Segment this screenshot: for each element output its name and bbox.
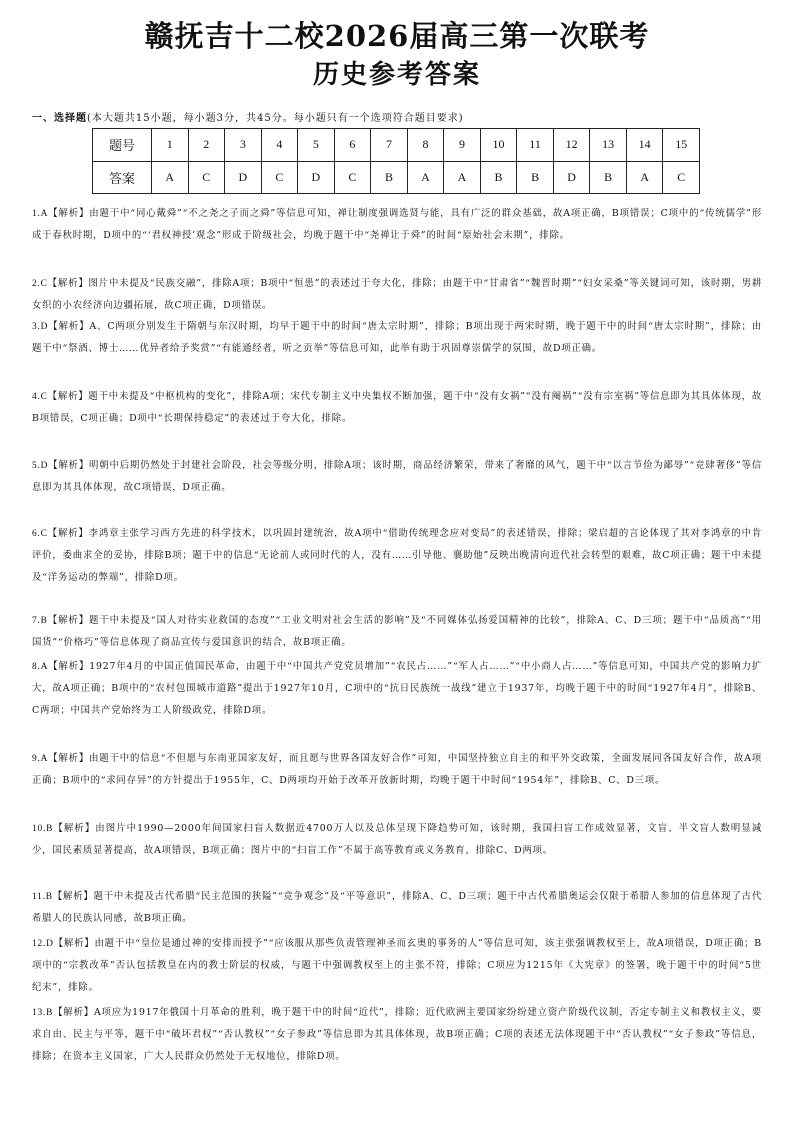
explanation-10 xyxy=(32,818,762,862)
question-number-header: 题号 xyxy=(93,129,152,162)
section-number: 一、 xyxy=(32,113,54,124)
question-number-cell: 14 xyxy=(626,129,663,162)
explanation-13 xyxy=(32,1002,762,1068)
explanation-text: 【解析】题干中未提及“国人对待实业救国的态度”“工业文明对社会生活的影响”及“不同媒体弘扬爱国精神的比较”，排除A、C、D三项；题干中“品质高”“用国货”“价格巧”等信息体现了商品宣传与爱国意识的结合，故B项正确。 xyxy=(32,615,762,648)
question-number-cell: 3 xyxy=(225,129,262,162)
answer-cell: C xyxy=(261,161,298,194)
explanation-number: 2.C xyxy=(32,279,48,289)
explanation-12 xyxy=(32,933,762,999)
answer-cell: C xyxy=(188,161,225,194)
explanation-number: 7.B xyxy=(32,616,48,626)
question-number-cell: 13 xyxy=(590,129,627,162)
explanation-number: 12.D xyxy=(32,939,54,949)
question-number-cell: 9 xyxy=(444,129,481,162)
explanation-text: 【解析】题干中未提及“中枢机构的变化”，排除A项；宋代专制主义中央集权不断加强，题干中“没有女祸”“没有阉祸”“没有宗室祸”等信息即为其具体体现，故B项错误，C项正确；D项中“长期保持稳定”的表述过于夸大化，排除。 xyxy=(32,391,762,424)
answer-cell: B xyxy=(371,161,408,194)
answer-cell: D xyxy=(225,161,262,194)
explanation-text: 【解析】明朝中后期仍然处于封建社会阶段，社会等级分明，排除A项；该时期，商品经济繁荣，带来了奢靡的风气，题干中“以言节俭为鄙辱”“竞肆奢侈”等信息即为其具体体现，故C项错误，D项正确。 xyxy=(32,460,762,493)
explanation-text: 【解析】A项应为1917年俄国十月革命的胜利，晚于题干中的时间“近代”，排除；近代欧洲主要国家纷纷建立资产阶级代议制，否定专制主义和教权主义，要求自由、民主与平等，题干中“破坏君权”“否认教权”“女子参政”等信息即为其具体体现，故B项正确；C项的表述无法体现题干中“否认教权”“女子参政”等信息，排除；在资本主义国家，广大人民群众仍然处于无权地位，排除D项。 xyxy=(32,1007,762,1062)
explanation-text: 【解析】由题干中的信息“不但愿与东南亚国家友好，而且愿与世界各国友好合作”可知，中国坚持独立自主的和平外交政策，全面发展同各国友好合作，故A项正确；B项中的“求同存异”的方针提出于1955年，C、D两项均开始于改革开放新时期，均晚于题干中时间“1954年”，排除B、C、D三项。 xyxy=(32,753,762,786)
question-number-cell: 4 xyxy=(261,129,298,162)
answer-cell: C xyxy=(663,161,700,194)
explanation-text: 【解析】李鸿章主张学习西方先进的科学技术，以巩固封建统治，故A项中“借助传统理念应对变局”的表述错误，排除；梁启超的言论体现了其对李鸿章的中肯评价，委曲求全的妥协，排除B项；题干中的信息“无论前人或同时代的人，没有……引导他、襄助他”反映出晚清向近代社会转型的艰难，故C项正确；题干中未提及“洋务运动的弊端”，排除D项。 xyxy=(32,528,762,583)
explanation-number: 1.A xyxy=(32,209,49,219)
explanation-8 xyxy=(32,656,762,722)
section-heading xyxy=(32,109,464,124)
answer-table-answer-row xyxy=(93,161,700,194)
question-number-cell: 10 xyxy=(480,129,517,162)
question-number-cell: 7 xyxy=(371,129,408,162)
explanation-5 xyxy=(32,455,762,499)
question-number-cell: 12 xyxy=(553,129,590,162)
answer-cell: A xyxy=(444,161,481,194)
question-number-cell: 8 xyxy=(407,129,444,162)
question-number-cell: 15 xyxy=(663,129,700,162)
explanation-number: 3.D xyxy=(32,322,49,332)
explanation-2 xyxy=(32,273,762,317)
document-subtitle: 历史参考答案 xyxy=(312,60,481,90)
answer-cell: A xyxy=(407,161,444,194)
explanation-number: 13.B xyxy=(32,1008,54,1018)
answer-table xyxy=(92,128,700,194)
explanation-9 xyxy=(32,748,762,792)
explanation-number: 8.A xyxy=(32,662,49,672)
question-number-cell: 5 xyxy=(298,129,335,162)
document-title: 赣抚吉十二校2026届高三第一次联考 xyxy=(144,19,650,53)
answer-cell: D xyxy=(553,161,590,194)
explanation-number: 10.B xyxy=(32,824,54,834)
explanation-number: 4.C xyxy=(32,392,48,402)
explanation-7 xyxy=(32,610,762,654)
explanation-3 xyxy=(32,316,762,360)
explanation-text: 【解析】由题干中“皇位是通过神的安排而授予”“应该服从那些负责管理神圣而玄奥的事务的人”等信息可知，该主张强调教权至上，故A项错误，D项正确；B项中的“宗教改革”否认包括教皇在内的教士阶层的权威，与题干中强调教权至上的主张不符，排除；C项应为1215年《大宪章》的签署，晚于题干中的时间“5世纪末”，排除。 xyxy=(32,938,762,993)
question-number-cell: 1 xyxy=(152,129,189,162)
answer-cell: C xyxy=(334,161,371,194)
explanation-number: 9.A xyxy=(32,754,49,764)
answer-cell: B xyxy=(480,161,517,194)
answer-cell: A xyxy=(626,161,663,194)
explanation-text: 【解析】由题干中“同心戴舜”“不之尧之子而之舜”等信息可知，禅让制度强调选贤与能，具有广泛的群众基础，故A项正确，B项错误；C项中的“传统儒学”形成于春秋时期，D项中的“‘君权神授’观念”形成于阶级社会，均晚于题干中“尧禅让于舜”的时间“原始社会末期”，排除。 xyxy=(32,208,762,241)
answer-cell: B xyxy=(517,161,554,194)
answer-cell: A xyxy=(152,161,189,194)
explanation-number: 5.D xyxy=(32,461,49,471)
answer-table-number-row xyxy=(93,129,700,162)
answer-header: 答案 xyxy=(93,161,152,194)
explanation-number: 11.B xyxy=(32,892,53,902)
question-number-cell: 6 xyxy=(334,129,371,162)
explanation-11 xyxy=(32,886,762,930)
explanation-6 xyxy=(32,523,762,589)
question-number-cell: 2 xyxy=(188,129,225,162)
explanation-text: 【解析】1927年4月的中国正值国民革命，由题干中“中国共产党党员增加”“农民占……”“军人占……”“中小商人占……”等信息可知，中国共产党的影响力扩大，故A项正确；B项中的“农村包围城市道路”提出于1927年10月，C项中的“抗日民族统一战线”建立于1937年，均晚于题干中的时间“1927年4月”，排除B、C两项；中国共产党始终为工人阶级政党，排除D项。 xyxy=(32,661,762,716)
explanation-4 xyxy=(32,386,762,430)
answer-cell: D xyxy=(298,161,335,194)
answer-cell: B xyxy=(590,161,627,194)
explanation-1 xyxy=(32,203,762,247)
explanation-text: 【解析】A、C两项分别发生于隋朝与东汉时期，均早于题干中的时间“唐太宗时期”，排除；B项出现于两宋时期，晚于题干中的时间“唐太宗时期”，排除；由题干中“祭酒、博士……优异者给予奖赏”“有能通经者，听之贡举”等信息可知，此举有助于巩固尊崇儒学的氛围，故D项正确。 xyxy=(32,321,762,354)
section-note: (本大题共15小题，每小题3分，共45分。每小题只有一个选项符合题目要求) xyxy=(87,113,464,124)
explanation-text: 【解析】题干中未提及古代希腊“民主范围的狭隘”“竞争观念”及“平等意识”，排除A、C、D三项；题干中古代希腊奥运会仅限于希腊人参加的信息体现了古代希腊人的民族认同感，故B项正确。 xyxy=(32,891,762,924)
question-number-cell: 11 xyxy=(517,129,554,162)
explanation-number: 6.C xyxy=(32,529,48,539)
explanation-text: 【解析】图片中未提及“民族交融”，排除A项；B项中“恒患”的表述过于夸大化，排除；由题干中“甘肃省”“魏晋时期”“妇女采桑”等关键词可知，该时期，男耕女织的小农经济向边疆拓展，故C项正确，D项错误。 xyxy=(32,278,762,311)
explanation-text: 【解析】由图片中1990—2000年间国家扫盲人数据近4700万人以及总体呈现下降趋势可知，该时期，我国扫盲工作成效显著，文盲、半文盲人数明显减少，国民素质显著提高，故A项错误，B项正确；图片中的“扫盲工作”不属于高等教育或义务教育，排除C、D两项。 xyxy=(32,823,762,856)
section-name: 选择题 xyxy=(54,113,87,124)
